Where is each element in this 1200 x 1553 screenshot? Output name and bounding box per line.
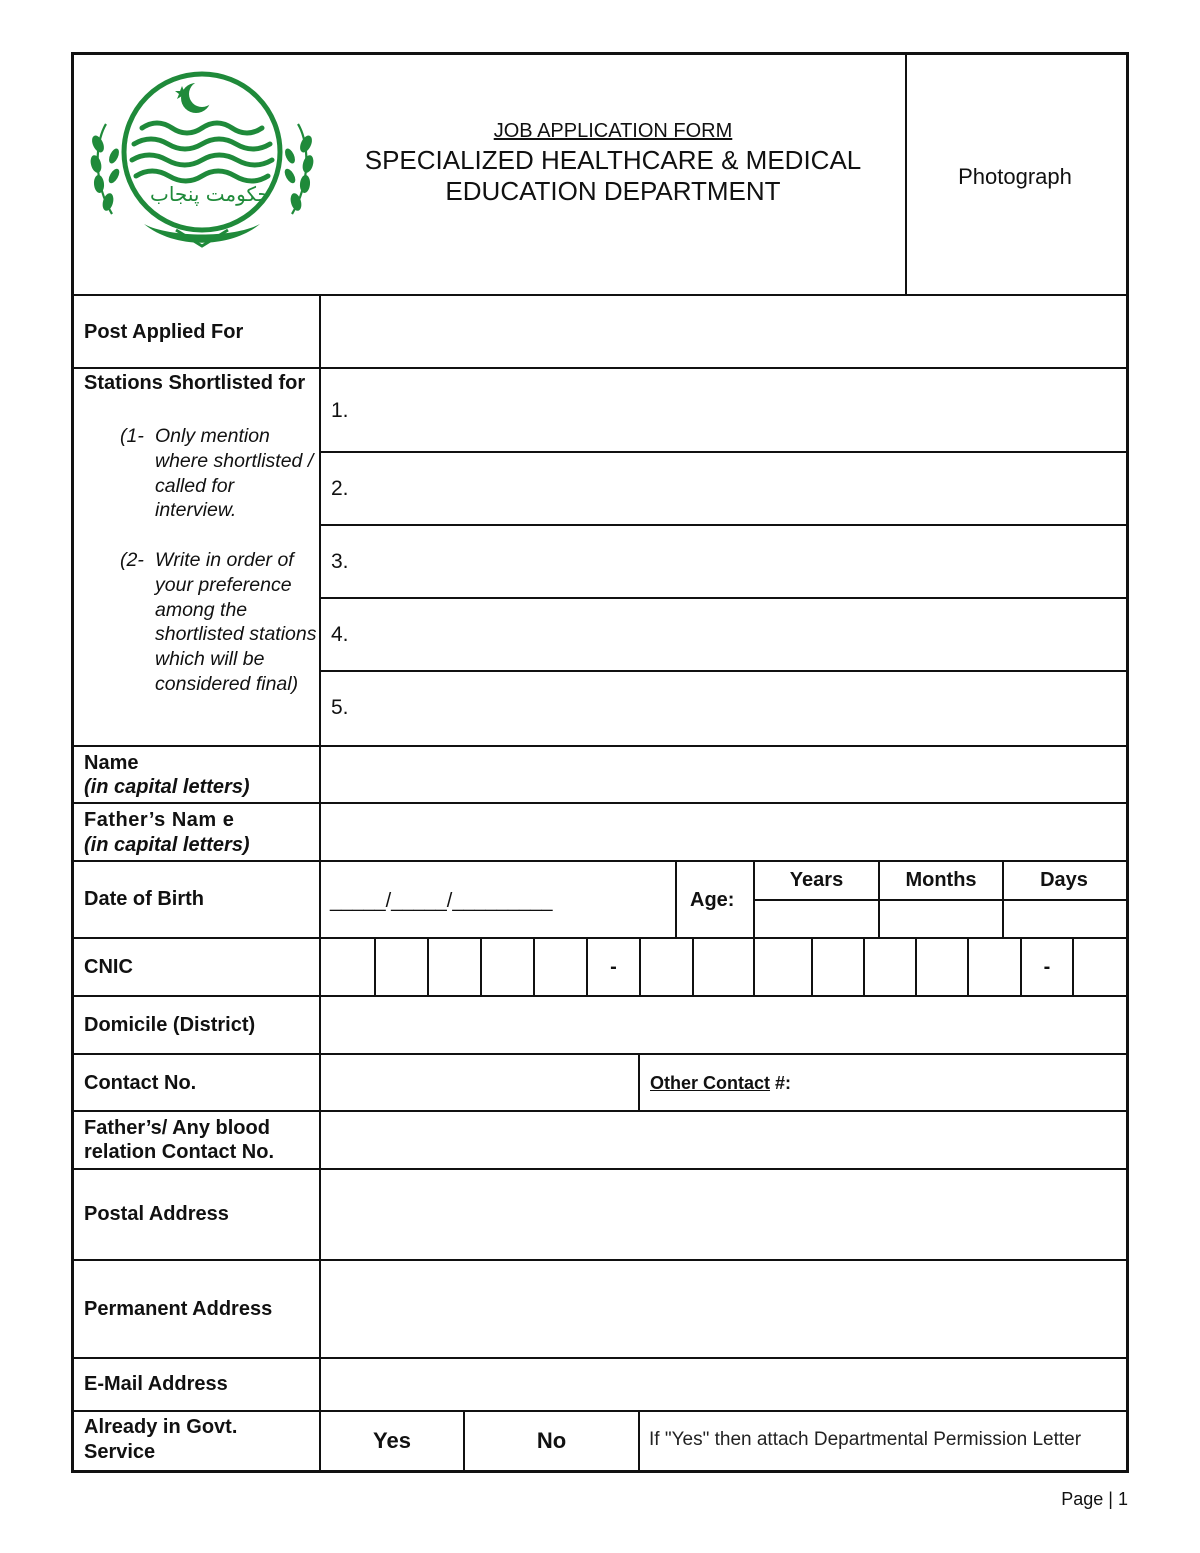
govt-service-yes-option[interactable]: Yes [373,1428,411,1453]
stations-note-1 [120,424,320,523]
station-4-field[interactable] [360,600,1124,669]
cnic-label: CNIC [84,956,133,978]
domicile-field[interactable] [321,997,1124,1053]
age-years-header: Years [789,869,844,891]
stations-note-1-number: (1- [120,425,144,447]
no-note-divider [638,1411,640,1471]
row-line [320,670,1126,672]
station-5-field[interactable] [360,673,1124,744]
age-months-field[interactable] [880,901,1001,937]
department-name-line1: SPECIALIZED HEALTHCARE & MEDICAL [364,145,862,175]
station-1-number: 1. [331,399,349,422]
contact-field[interactable] [321,1055,638,1110]
cnic-digits-field[interactable] [321,939,1124,995]
post-applied-label: Post Applied For [84,321,244,343]
dob-field[interactable]: _____/_____/_________ [330,890,553,912]
other-contact-field[interactable] [810,1055,1124,1110]
father-name-field[interactable] [321,804,1124,860]
email-field[interactable] [321,1359,1124,1410]
permanent-address-label: Permanent Address [84,1298,273,1320]
domicile-label: Domicile (District) [84,1014,256,1036]
stations-label [84,370,312,396]
name-label: Name [84,752,139,774]
row-line [74,1410,1126,1412]
station-1-field[interactable] [360,370,1124,450]
contact-label: Contact No. [84,1072,197,1094]
station-2-field[interactable] [360,454,1124,523]
blood-relation-label-line1: Father’s/ Any blood [84,1117,270,1139]
post-applied-field[interactable] [321,296,1124,367]
row-line [320,451,1126,453]
department-name-line2: EDUCATION DEPARTMENT [445,176,781,206]
station-5-number: 5. [331,696,349,719]
postal-address-label: Postal Address [84,1203,229,1225]
row-line [320,597,1126,599]
age-days-field[interactable] [1004,901,1124,937]
dob-label: Date of Birth [84,888,204,910]
name-hint: (in capital letters) [84,776,250,798]
stations-note-2-number: (2- [120,549,144,571]
permanent-address-field[interactable] [321,1261,1124,1357]
other-contact-label [650,1071,791,1096]
postal-address-field[interactable] [321,1170,1124,1259]
blood-relation-label-line2: relation Contact No. [84,1141,275,1163]
govt-service-label-line1: Already in Govt. [84,1416,238,1438]
email-label: E-Mail Address [84,1373,228,1395]
age-years-field[interactable] [755,901,877,937]
logo-urdu-text: حکومت پنجاب [150,182,270,206]
govt-service-label-line2: Service [84,1441,156,1463]
father-name-hint: (in capital letters) [84,834,250,856]
govt-service-note: If "Yes" then attach Departmental Permission Letter [649,1429,1082,1450]
stations-note-2 [120,548,320,697]
age-months-header: Months [905,869,977,891]
stations-note-1-text: Only mention where shortlisted / called for interview. [155,425,314,522]
other-contact-suffix: #: [770,1073,792,1093]
father-name-label: Father’s Nam e [84,809,235,831]
other-contact-text: Other Contact [650,1073,771,1093]
blood-relation-contact-field[interactable] [321,1112,1124,1168]
cnic-dash: - [1043,956,1051,978]
stations-note-2-text: Write in order of your preference among the shortlisted stations which will be considered final) [155,549,317,695]
page-number: Page | 1 [1061,1489,1128,1509]
govt-service-no-option[interactable]: No [536,1428,567,1453]
stations-label-text: Stations Shortlisted for [84,372,306,394]
punjab-government-logo [84,64,320,250]
station-2-number: 2. [331,477,349,500]
station-3-number: 3. [331,550,349,573]
cnic-dash: - [610,956,617,978]
name-field[interactable] [321,747,1124,802]
age-days-header: Days [1040,869,1088,891]
station-4-number: 4. [331,623,349,646]
contact-divider [638,1054,640,1111]
row-line [320,524,1126,526]
dob-age-divider [675,861,677,938]
row-line [74,367,1126,369]
age-label: Age: [690,889,735,911]
photograph-box-label: Photograph [958,164,1072,189]
form-title: JOB APPLICATION FORM [493,120,733,142]
station-3-field[interactable] [360,527,1124,596]
row-line [74,860,1126,862]
